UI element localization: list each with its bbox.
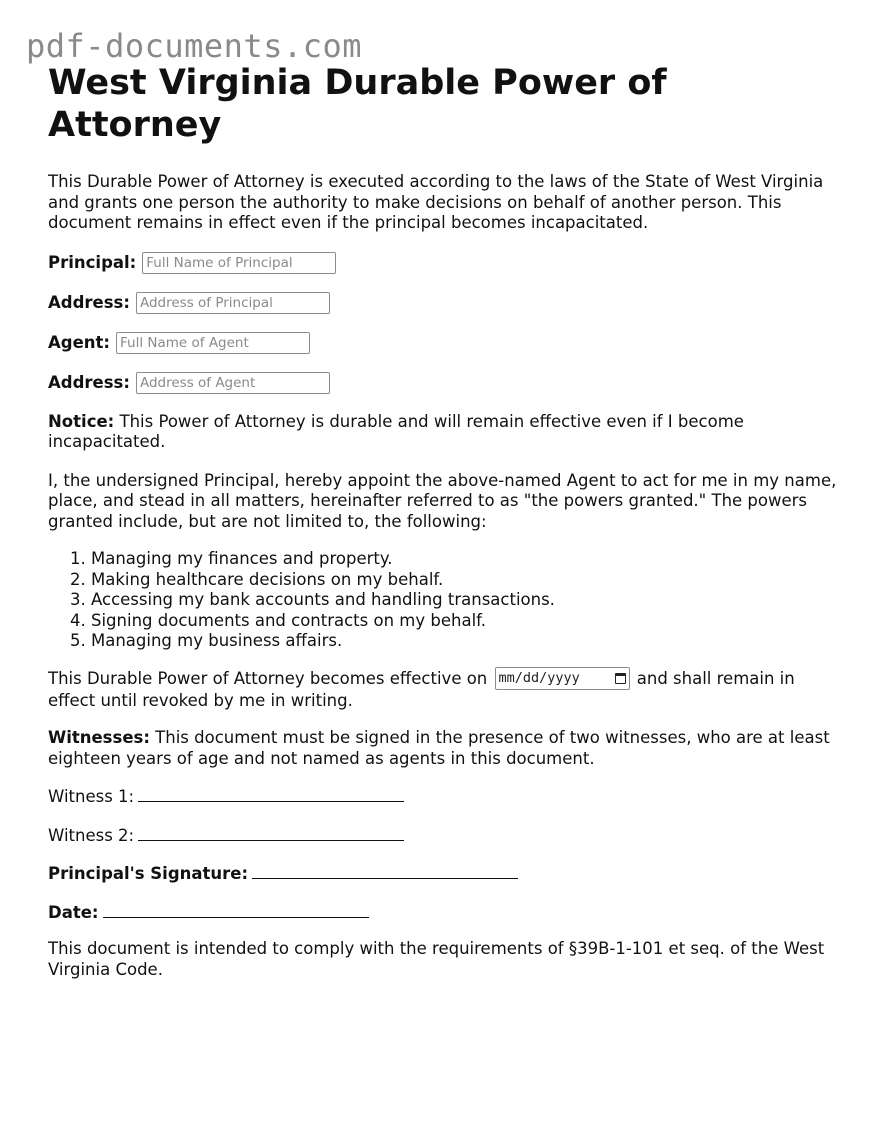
witness-1-label: Witness 1: (48, 787, 135, 806)
effective-paragraph (48, 668, 838, 712)
list-item: 2. Making healthcare decisions on my behalf. (91, 570, 838, 591)
calendar-icon[interactable] (615, 673, 626, 684)
date-line (48, 902, 838, 924)
principal-signature-blank[interactable] (252, 863, 518, 879)
agent-address-row (48, 372, 838, 395)
principal-signature-line (48, 863, 838, 885)
witnesses-text: This document must be signed in the presence of two witnesses, who are at least eighteen years of age and not named as agents in this document. (48, 728, 830, 768)
notice-paragraph (48, 412, 838, 453)
date-blank[interactable] (103, 902, 369, 918)
date-placeholder: mm/dd/yyyy (498, 669, 580, 686)
principal-signature-label: Principal's Signature: (48, 864, 249, 883)
document-title: West Virginia Durable Power of Attorney (48, 63, 667, 145)
document-page (48, 62, 838, 980)
notice-label: Notice: (48, 411, 115, 431)
witness-1-signature-blank[interactable] (138, 786, 404, 802)
principal-address-input[interactable] (136, 292, 330, 314)
principal-name-input[interactable] (142, 252, 336, 274)
witnesses-paragraph (48, 728, 838, 769)
witness-1-line (48, 786, 838, 808)
date-label: Date: (48, 902, 99, 922)
agent-address-input[interactable] (136, 372, 330, 394)
list-item: 5. Managing my business affairs. (91, 631, 838, 652)
agent-label: Agent: (48, 332, 111, 352)
effective-date-input[interactable] (495, 667, 630, 690)
witness-2-label: Witness 2: (48, 825, 135, 845)
footer-paragraph: This document is intended to comply with the requirements of §39B-1-101 et seq. of the West Virginia Code. (48, 939, 825, 979)
appointment-paragraph: I, the undersigned Principal, hereby appoint the above-named Agent to act for me in my name, place, and stead in all matters, hereinafter referred to as "the powers granted." The powers granted include, but are not limited to, the following: (48, 470, 837, 531)
effective-text-before: This Durable Power of Attorney becomes effective on (48, 668, 488, 688)
principal-label: Principal: (48, 252, 137, 272)
list-item: 3. Accessing my bank accounts and handling transactions. (91, 590, 838, 611)
effective-text-after: and shall remain in effect until revoked by me in writing. (48, 668, 795, 710)
principal-row (48, 252, 838, 275)
agent-row (48, 332, 838, 355)
witness-2-line (48, 825, 838, 847)
powers-list (48, 549, 838, 652)
principal-address-row (48, 292, 838, 315)
list-item: 1. Managing my finances and property. (91, 549, 838, 570)
notice-text: This Power of Attorney is durable and will remain effective even if I become incapacitated. (48, 411, 744, 451)
intro-paragraph: This Durable Power of Attorney is executed according to the laws of the State of West Virginia and grants one person the authority to make decisions on behalf of another person. This document remains in effect even if the principal becomes incapacitated. (48, 172, 824, 232)
list-item: 4. Signing documents and contracts on my behalf. (91, 611, 838, 632)
witness-2-signature-blank[interactable] (138, 825, 404, 841)
principal-address-label: Address: (48, 292, 130, 312)
agent-name-input[interactable] (116, 332, 310, 354)
watermark: pdf-documents.com (26, 27, 363, 65)
witnesses-label: Witnesses: (48, 728, 150, 747)
agent-address-label: Address: (48, 372, 130, 392)
